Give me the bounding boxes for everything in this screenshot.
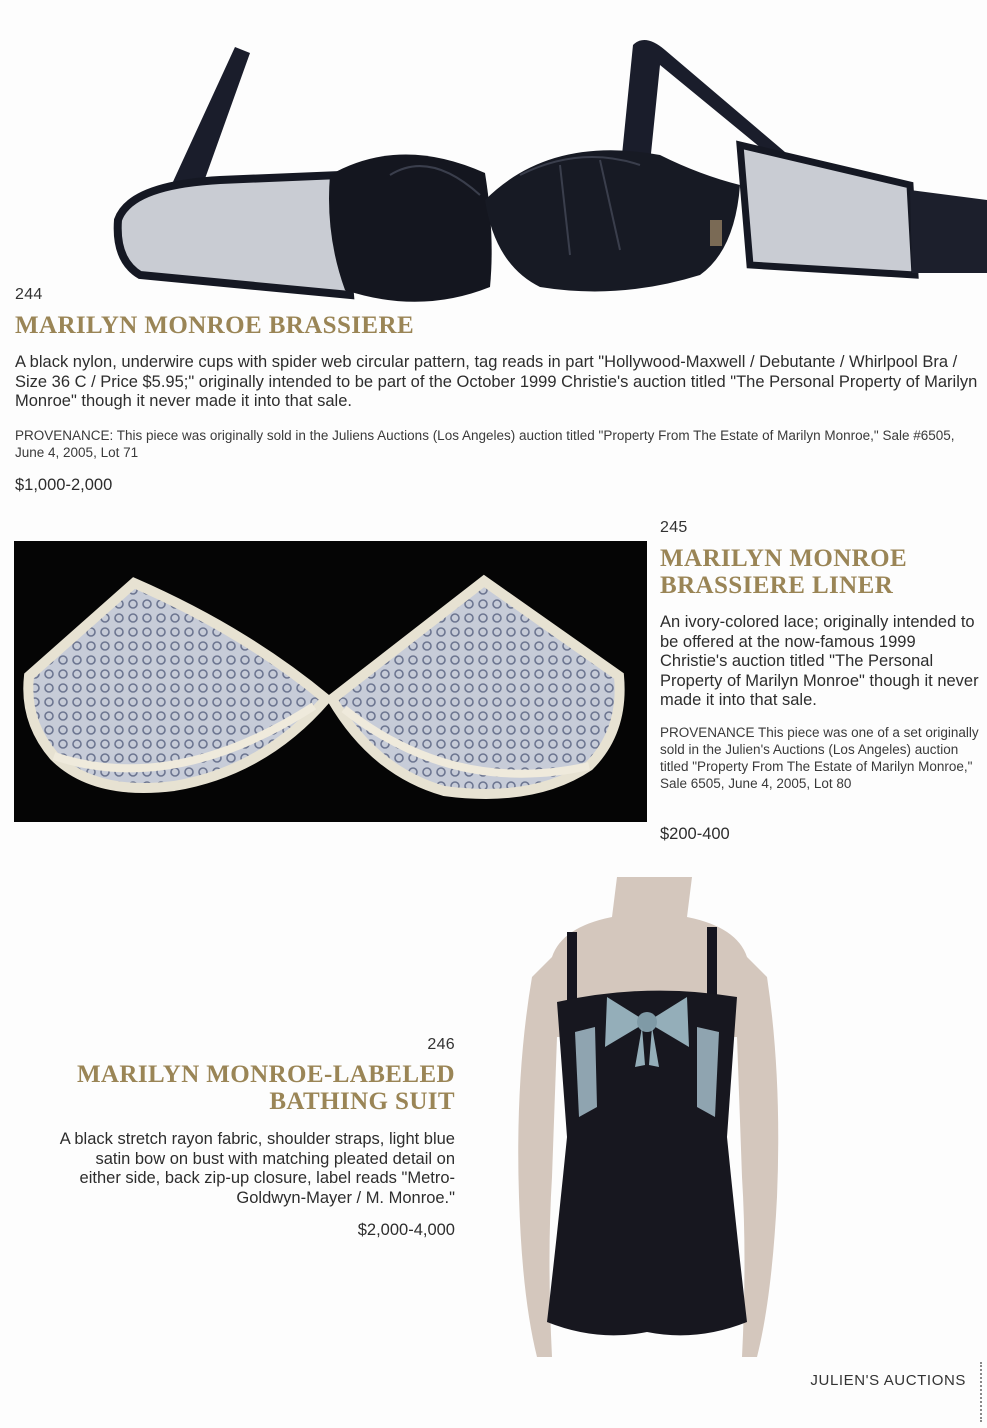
lace-liner-photo — [14, 541, 647, 822]
lot-description: An ivory-colored lace; originally intended to be offered at the now-famous 1999 Christie's auction titled "The Personal Property of Marilyn Monroe" though it never made it into that sale. — [660, 613, 979, 709]
lot-number: 244 — [15, 286, 43, 303]
black-bra-photo — [100, 25, 987, 310]
lot-number: 246 — [427, 1036, 455, 1053]
lot-estimate: $200-400 — [660, 825, 730, 843]
lot-title: MARILYN MONROE BRASSIERE LINER — [660, 545, 908, 599]
lot-description: A black nylon, underwire cups with spider web circular pattern, tag reads in part "Hollywood-Maxwell / Debutante / Whirlpool Bra / Size 36 C / Price $5.95;" originally intended to be part of the October 1999 Christie's auction titled "The Personal Property of Marilyn Monroe" though it never made it into that sale. — [15, 353, 978, 410]
bathing-suit-mannequin-photo — [497, 877, 797, 1377]
lot-description: A black stretch rayon fabric, shoulder straps, light blue satin bow on bust with matching pleated detail on either side, back zip-up closure, label reads "Metro-Goldwyn-Mayer / M. Monroe." — [59, 1130, 455, 1207]
lot-number: 245 — [660, 519, 688, 536]
lot-estimate: $2,000-4,000 — [357, 1221, 455, 1239]
footer-dotted-rule — [980, 1362, 982, 1422]
footer-brand: JULIEN'S AUCTIONS — [810, 1372, 966, 1389]
lot-title: MARILYN MONROE BRASSIERE — [15, 312, 415, 339]
lot-provenance: PROVENANCE This piece was one of a set originally sold in the Julien's Auctions (Los Angeles) auction titled "Property From The Estate of Marilyn Monroe," Sale 6505, June 4, 2005, Lot 80 — [660, 725, 979, 791]
lot-provenance: PROVENANCE: This piece was originally sold in the Juliens Auctions (Los Angeles) auction titled "Property From The Estate of Marilyn Monroe," Sale #6505, June 4, 2005, Lot 71 — [15, 428, 955, 460]
lot-estimate: $1,000-2,000 — [15, 476, 113, 494]
lot-title: MARILYN MONROE-LABELED BATHING SUIT — [76, 1061, 455, 1115]
